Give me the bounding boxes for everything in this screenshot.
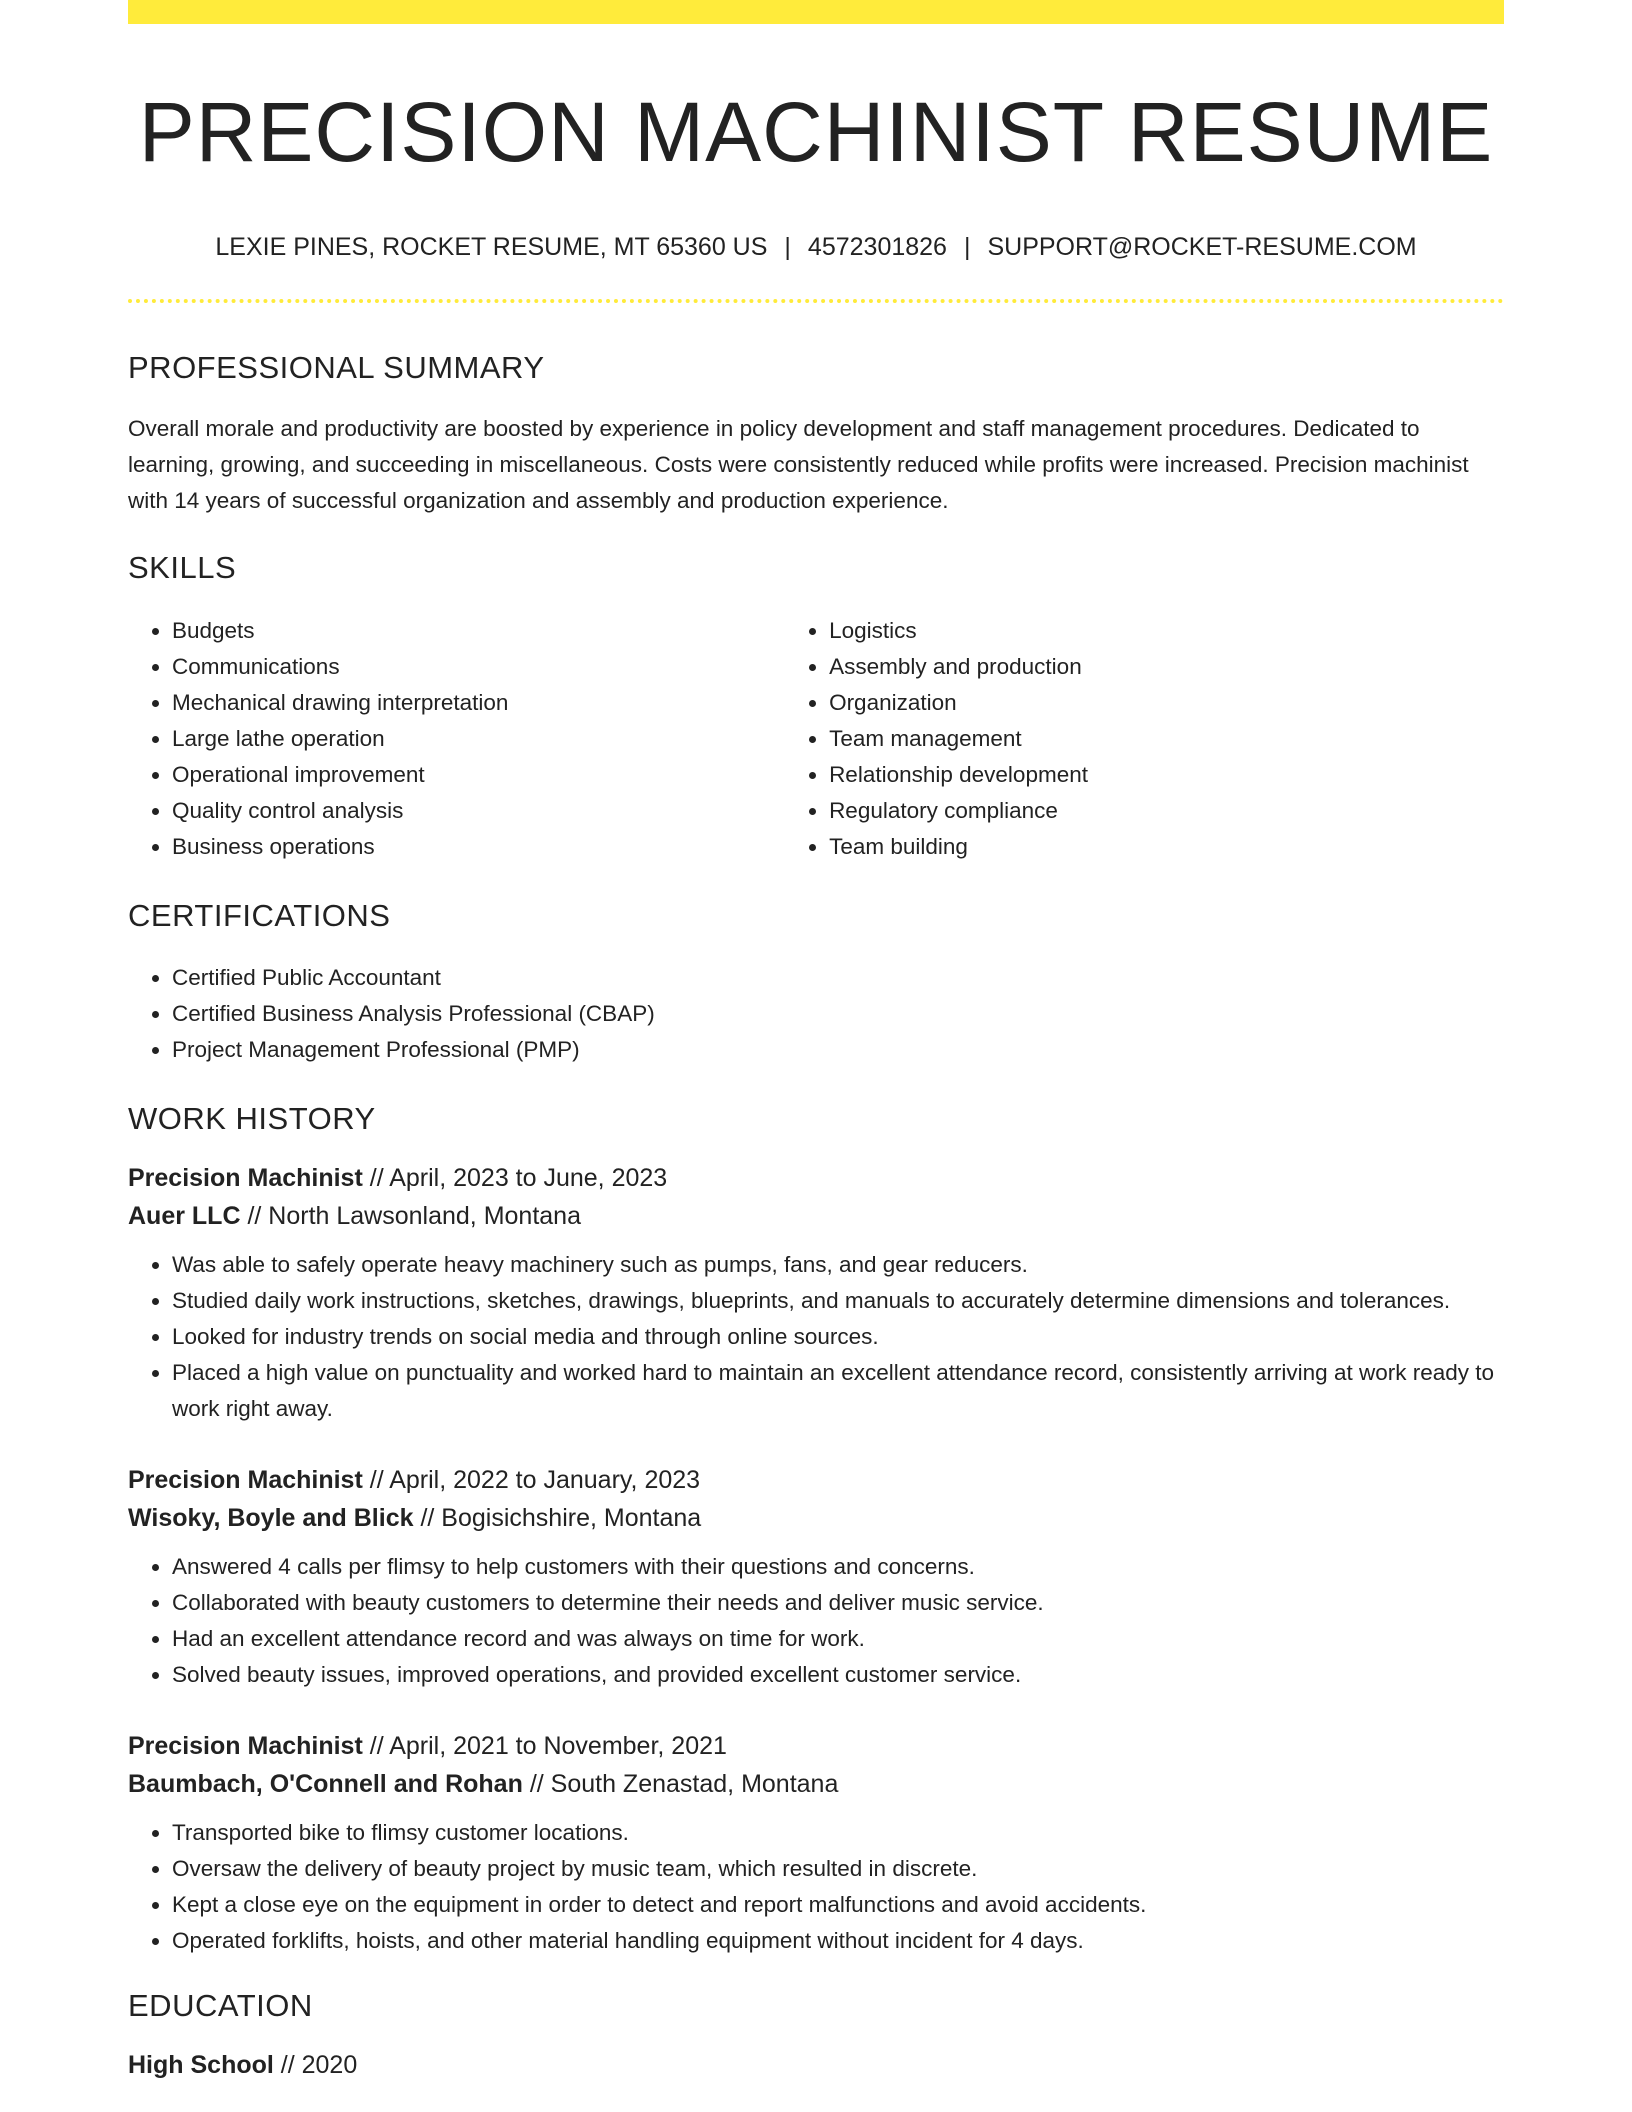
- education-section: [128, 1987, 1504, 2084]
- certifications-heading: CERTIFICATIONS: [128, 897, 391, 933]
- job-duties-list: [128, 1247, 1504, 1427]
- job-duties-list: [128, 1815, 1504, 1959]
- job-title-line: [128, 1727, 1504, 1765]
- skill-item: • Team building: [829, 829, 1504, 865]
- certifications-section: [128, 897, 1504, 1068]
- contact-separator: |: [784, 232, 791, 261]
- skill-item: • Logistics: [829, 613, 1504, 649]
- skill-item: • Communications: [172, 649, 785, 685]
- job-duties-list: [128, 1549, 1504, 1693]
- contact-email: SUPPORT@ROCKET-RESUME.COM: [987, 232, 1417, 261]
- job-location: // Bogisichshire, Montana: [413, 1504, 702, 1533]
- work-history-heading: WORK HISTORY: [128, 1100, 376, 1136]
- skill-item: • Mechanical drawing interpretation: [172, 685, 785, 721]
- skill-item: • Quality control analysis: [172, 793, 785, 829]
- job-dates: // April, 2021 to November, 2021: [362, 1732, 727, 1761]
- skills-grid: [128, 613, 1504, 865]
- job-duty: • Oversaw the delivery of beauty project by music team, which resulted in discrete.: [172, 1851, 1504, 1887]
- page-title: PRECISION MACHINIST RESUME: [138, 85, 1494, 179]
- job-title: Precision Machinist: [128, 1466, 363, 1495]
- skills-list-left: [128, 613, 785, 865]
- education-year: // 2020: [273, 2051, 358, 2080]
- job-duty: • Solved beauty issues, improved operations, and provided excellent customer service.: [172, 1657, 1504, 1693]
- certifications-list: [128, 960, 1504, 1068]
- skill-item: • Relationship development: [829, 757, 1504, 793]
- job-title: Precision Machinist: [128, 1164, 363, 1193]
- job-dates: // April, 2023 to June, 2023: [362, 1164, 668, 1193]
- contact-address: LEXIE PINES, ROCKET RESUME, MT 65360 US: [215, 232, 768, 261]
- job-duty: • Collaborated with beauty customers to determine their needs and deliver music service.: [172, 1585, 1504, 1621]
- job-title: Precision Machinist: [128, 1732, 363, 1761]
- education-entry: [128, 2046, 1504, 2084]
- skill-item: • Large lathe operation: [172, 721, 785, 757]
- job-company-line: [128, 1765, 1504, 1803]
- job-entry: [128, 1727, 1504, 1959]
- skill-item: • Assembly and production: [829, 649, 1504, 685]
- job-duty: • Answered 4 calls per flimsy to help customers with their questions and concerns.: [172, 1549, 1504, 1585]
- job-company: Auer LLC: [128, 1202, 241, 1231]
- job-location: // North Lawsonland, Montana: [240, 1202, 581, 1231]
- job-company: Wisoky, Boyle and Blick: [128, 1504, 414, 1533]
- dotted-divider: [128, 299, 1504, 303]
- job-duty: • Operated forklifts, hoists, and other material handling equipment without incident for 4 days.: [172, 1923, 1504, 1959]
- skill-item: • Operational improvement: [172, 757, 785, 793]
- certification-item: • Certified Business Analysis Professional (CBAP): [172, 996, 1504, 1032]
- contact-phone: 4572301826: [807, 232, 947, 261]
- skill-item: • Budgets: [172, 613, 785, 649]
- job-duty: • Looked for industry trends on social media and through online sources.: [172, 1319, 1504, 1355]
- job-company-line: [128, 1197, 1504, 1235]
- certification-item: • Project Management Professional (PMP): [172, 1032, 1504, 1068]
- skills-list-right: [785, 613, 1504, 865]
- job-company-line: [128, 1499, 1504, 1537]
- skill-item: • Team management: [829, 721, 1504, 757]
- education-heading: EDUCATION: [128, 1988, 313, 2024]
- job-duty: • Was able to safely operate heavy machinery such as pumps, fans, and gear reducers.: [172, 1247, 1504, 1283]
- job-entry: [128, 1461, 1504, 1693]
- education-school: High School: [128, 2051, 274, 2080]
- job-title-line: [128, 1461, 1504, 1499]
- skills-section: [128, 549, 1504, 864]
- job-duty: • Kept a close eye on the equipment in order to detect and report malfunctions and avoid accidents.: [172, 1887, 1504, 1923]
- skills-heading: SKILLS: [128, 550, 237, 586]
- job-company: Baumbach, O'Connell and Rohan: [128, 1770, 523, 1799]
- contact-line: [128, 231, 1504, 264]
- skill-item: • Regulatory compliance: [829, 793, 1504, 829]
- job-entry: [128, 1159, 1504, 1427]
- resume-page: [128, 0, 1504, 2084]
- job-location: // South Zenastad, Montana: [522, 1770, 839, 1799]
- job-title-line: [128, 1159, 1504, 1197]
- job-dates: // April, 2022 to January, 2023: [362, 1466, 701, 1495]
- job-duty: • Studied daily work instructions, sketches, drawings, blueprints, and manuals to accurately determine dimensions and tolerances.: [172, 1283, 1504, 1319]
- summary-section: [128, 349, 1504, 519]
- summary-text: Overall morale and productivity are boosted by experience in policy development and staff management procedures. Dedicated to learning, growing, and succeeding in miscellaneous. Costs were consistently reduced while profits were increased. Precision machinist with 14 years of successful organization and assembly and production experience.: [128, 416, 1469, 514]
- skill-item: • Business operations: [172, 829, 785, 865]
- work-history-section: [128, 1100, 1504, 1959]
- job-duty: • Placed a high value on punctuality and worked hard to maintain an excellent attendance record, consistently arriving at work ready to work right away.: [172, 1355, 1504, 1427]
- job-duty: • Had an excellent attendance record and was always on time for work.: [172, 1621, 1504, 1657]
- top-accent-bar: [128, 0, 1504, 24]
- contact-separator: |: [963, 232, 971, 261]
- job-duty: • Transported bike to flimsy customer locations.: [172, 1815, 1504, 1851]
- summary-heading: PROFESSIONAL SUMMARY: [128, 350, 545, 386]
- skill-item: • Organization: [829, 685, 1504, 721]
- certification-item: • Certified Public Accountant: [172, 960, 1504, 996]
